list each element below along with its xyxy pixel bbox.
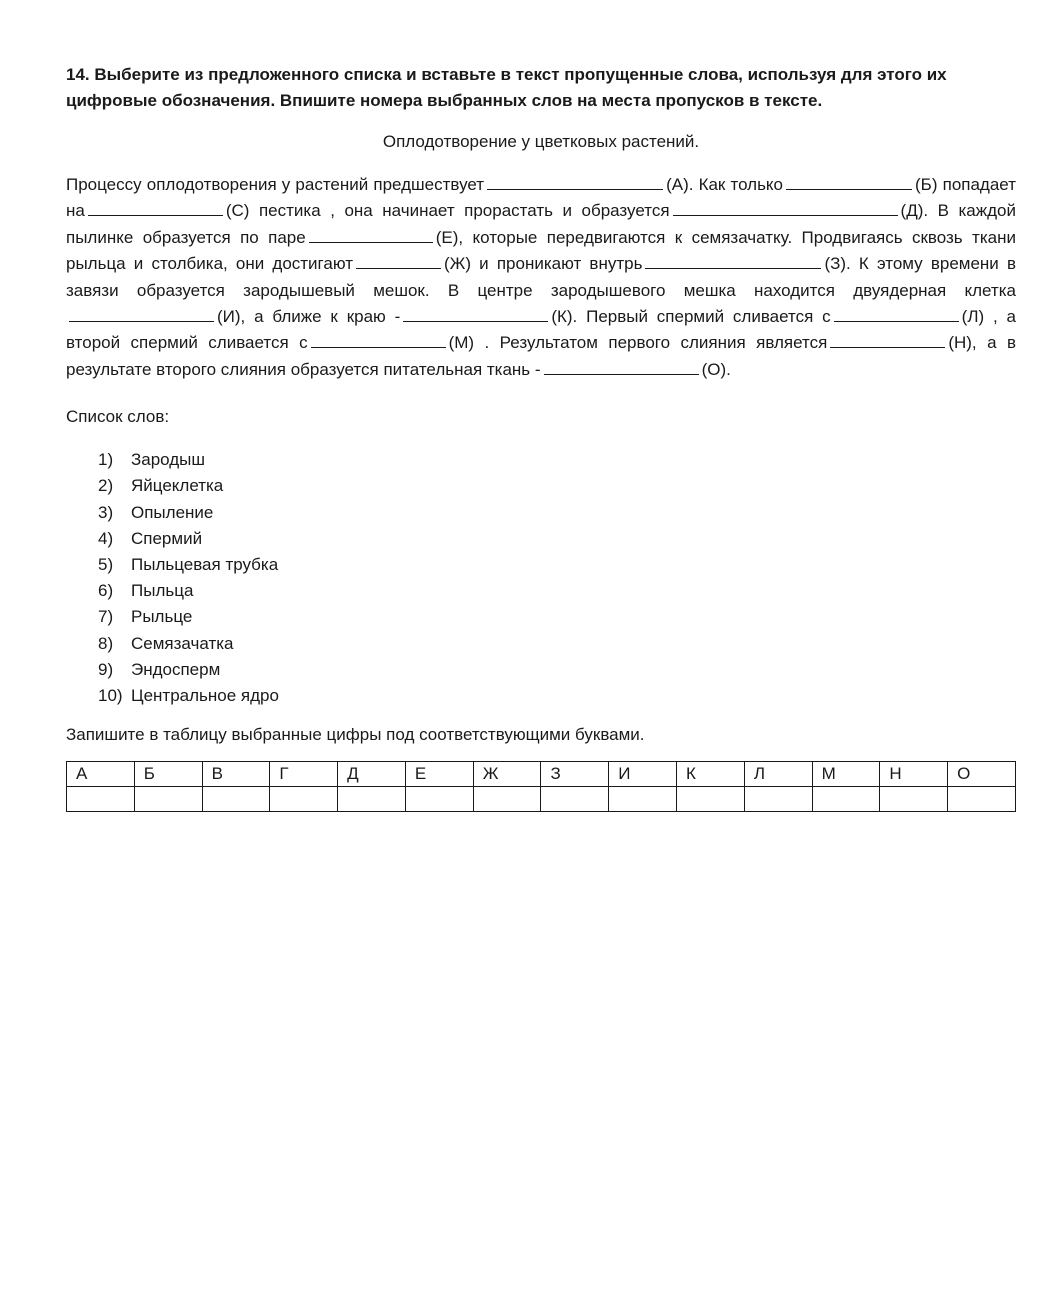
answer-cell[interactable] bbox=[880, 787, 948, 812]
letters-row bbox=[67, 762, 1016, 787]
text-segment: (К). Первый спермий сливается с bbox=[551, 307, 831, 327]
answer-cell[interactable] bbox=[609, 787, 677, 812]
answer-table bbox=[66, 761, 1016, 812]
word-text: Семязачатка bbox=[131, 633, 234, 653]
text-segment: (О). bbox=[701, 359, 731, 379]
word-list-heading: Список слов: bbox=[66, 407, 170, 427]
blank-k[interactable] bbox=[403, 305, 548, 322]
word-text: Пыльцевая трубка bbox=[131, 555, 279, 574]
letter-cell: Б bbox=[134, 762, 202, 787]
blank-i[interactable] bbox=[69, 305, 214, 322]
word-text: Эндосперм bbox=[131, 659, 221, 679]
word-number: 9) bbox=[98, 659, 114, 679]
word-list-item bbox=[98, 447, 1016, 473]
word-text: Пыльца bbox=[131, 581, 194, 601]
answer-cell[interactable] bbox=[744, 787, 812, 812]
word-number: 10) bbox=[98, 685, 123, 705]
blank-b[interactable] bbox=[786, 173, 912, 190]
blank-zh[interactable] bbox=[356, 252, 441, 269]
blank-o[interactable] bbox=[544, 358, 699, 375]
blank-m[interactable] bbox=[311, 331, 446, 348]
worksheet bbox=[66, 62, 1016, 812]
blank-l[interactable] bbox=[834, 305, 959, 322]
text-segment: (Л) , а второй спермий сливается с bbox=[66, 307, 1016, 353]
text-segment: (Н), а в результате второго слияния образуется питательная ткань - bbox=[66, 333, 1016, 379]
word-text: Зародыш bbox=[131, 450, 206, 470]
letter-cell: К bbox=[677, 762, 745, 787]
blank-c[interactable] bbox=[88, 199, 223, 216]
answer-cell[interactable] bbox=[202, 787, 270, 812]
word-number: 3) bbox=[98, 502, 114, 522]
word-list-item bbox=[98, 604, 1016, 630]
text-segment: (Б) попадает на bbox=[66, 175, 1016, 221]
text-segment: (А). Как только bbox=[666, 175, 784, 194]
text-segment: (Д). В каждой пылинке образуется по паре bbox=[66, 201, 1016, 247]
word-list-item bbox=[98, 657, 1016, 683]
task-header: 14. Выберите из предложенного списка и вставьте в текст пропущенные слова, используя для этого их цифровые обозначения. Впишите номера выбранных слов на места пропусков в тексте. bbox=[66, 65, 947, 110]
blank-z[interactable] bbox=[645, 252, 821, 269]
text-segment: (М) . Результатом первого слияния является bbox=[448, 333, 828, 353]
answer-cell[interactable] bbox=[473, 787, 541, 812]
answer-cell[interactable] bbox=[338, 787, 406, 812]
letter-cell: О bbox=[948, 762, 1016, 787]
word-list-item bbox=[98, 631, 1016, 657]
word-number: 7) bbox=[98, 607, 114, 627]
word-list bbox=[66, 447, 1016, 709]
blank-n[interactable] bbox=[830, 331, 945, 348]
text-segment: (И), а ближе к краю - bbox=[217, 307, 401, 327]
letter-cell: Г bbox=[270, 762, 338, 787]
answer-cell[interactable] bbox=[948, 787, 1016, 812]
letter-cell: Л bbox=[744, 762, 812, 787]
word-text: Опыление bbox=[131, 502, 214, 522]
answer-cell[interactable] bbox=[541, 787, 609, 812]
blank-d[interactable] bbox=[673, 199, 898, 216]
letter-cell: Е bbox=[405, 762, 473, 787]
word-text: Спермий bbox=[131, 528, 203, 548]
text-segment: (З). К этому времени в завязи образуется зародышевый мешок. В центре зародышевого мешка находится двуядерная клетка bbox=[66, 254, 1016, 300]
answer-cell[interactable] bbox=[677, 787, 745, 812]
answer-cell[interactable] bbox=[405, 787, 473, 812]
letter-cell: А bbox=[67, 762, 135, 787]
word-list-item bbox=[98, 473, 1016, 499]
word-list-item bbox=[98, 578, 1016, 604]
table-instruction: Запишите в таблицу выбранные цифры под соответствующими буквами. bbox=[66, 725, 645, 745]
letter-cell: З bbox=[541, 762, 609, 787]
word-text: Центральное ядро bbox=[131, 685, 279, 705]
word-number: 4) bbox=[98, 528, 114, 548]
word-text: Яйцеклетка bbox=[131, 476, 224, 496]
text-segment: (Ж) и проникают внутрь bbox=[444, 254, 643, 274]
word-number: 6) bbox=[98, 581, 114, 601]
text-title: Оплодотворение у цветковых растений. bbox=[382, 132, 700, 151]
letter-cell: Ж bbox=[473, 762, 541, 787]
answer-cell[interactable] bbox=[67, 787, 135, 812]
answer-cell[interactable] bbox=[134, 787, 202, 812]
word-number: 5) bbox=[98, 555, 114, 574]
gap-fill-paragraph bbox=[66, 172, 1016, 383]
word-number: 2) bbox=[98, 476, 114, 496]
text-segment: Процессу оплодотворения у растений предшествует bbox=[66, 175, 485, 194]
letter-cell: М bbox=[812, 762, 880, 787]
word-list-item bbox=[98, 552, 1016, 578]
word-number: 8) bbox=[98, 633, 114, 653]
letter-cell: В bbox=[202, 762, 270, 787]
blank-e[interactable] bbox=[309, 226, 433, 243]
answer-cell[interactable] bbox=[812, 787, 880, 812]
word-list-item bbox=[98, 500, 1016, 526]
word-list-item bbox=[98, 526, 1016, 552]
word-list-item bbox=[98, 683, 1016, 709]
answer-cell[interactable] bbox=[270, 787, 338, 812]
text-segment: (С) пестика , она начинает прорастать и образуется bbox=[225, 201, 670, 221]
text-segment: (Е), которые передвигаются к семязачатку. Продвигаясь сквозь ткани рыльца и столбика, они достигают bbox=[66, 227, 1016, 274]
blank-a[interactable] bbox=[487, 173, 663, 190]
letter-cell: Н bbox=[880, 762, 948, 787]
letter-cell: Д bbox=[338, 762, 406, 787]
word-text: Рыльце bbox=[131, 607, 193, 627]
letter-cell: И bbox=[609, 762, 677, 787]
word-number: 1) bbox=[98, 450, 114, 470]
answers-row bbox=[67, 787, 1016, 812]
